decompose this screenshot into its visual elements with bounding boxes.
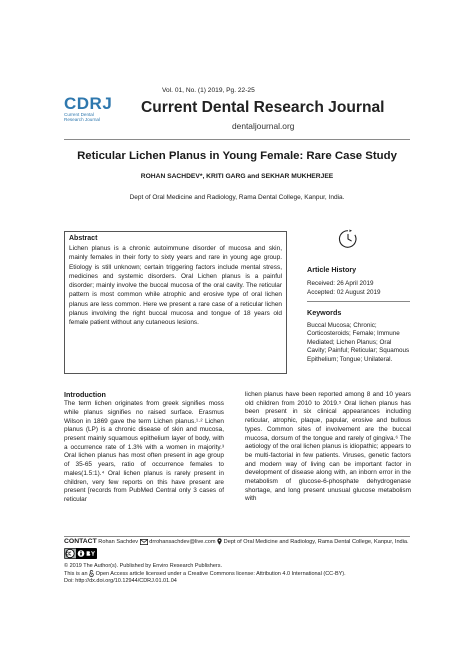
- keywords-heading: Keywords: [307, 308, 342, 317]
- body-column-right: [245, 391, 411, 504]
- introduction-heading: Introduction: [64, 390, 106, 399]
- body-column-left: [64, 391, 224, 505]
- open-access-icon: [89, 570, 94, 577]
- contact-email[interactable]: drrohansachdev@live.com: [149, 539, 216, 545]
- sidebar-divider: [307, 301, 410, 302]
- article-authors: ROHAN SACHDEV*, KRITI GARG and SEKHAR MUKHERJEE: [140, 173, 334, 180]
- copyright-line: © 2019 The Author(s). Published by Enviro Research Publishers.: [64, 563, 223, 569]
- clock-icon: [337, 228, 359, 250]
- license-pre: This is an: [64, 571, 88, 578]
- contact-address: Dept of Oral Medicine and Radiology, Rama Dental College, Kanpur, India.: [223, 539, 409, 545]
- article-history-dates: [307, 279, 381, 297]
- contact-name: Rohan Sachdev: [98, 539, 139, 545]
- journal-logo: [64, 95, 119, 123]
- journal-url[interactable]: dentaljournal.org: [232, 121, 295, 131]
- license-post: Open Access article licensed under a Creative Commons license: Attribution 4.0 International (CC-BY).: [95, 571, 346, 578]
- logo-sub-line1: Current Dental: [64, 112, 94, 117]
- volume-info: Vol. 01, No. (1) 2019, Pg. 22-25: [162, 87, 255, 94]
- contact-line: [64, 538, 424, 545]
- abstract-text: Lichen planus is a chronic autoimmune disorder of mucosa and skin, mainly females in their forty to sixty years and rare in young age group. Etiology is still unknown; certain triggering factors include mental stress, medicines and systemic disorders. Oral Lichen planus is a painful disorder; mainly involve the buccal mucosa of the oral cavity. The reticular pattern is most common while atrophic and erosive type of oral lichen planus are less common. Here we present a rare case of a reticular lichen planus involving the right buccal mucosa and tongue of 18 years old female patient without any cutaneous lesions.: [69, 245, 282, 327]
- logo-mark: CDRJ: [64, 94, 113, 113]
- license-block: [64, 563, 424, 586]
- article-affiliation: Dept of Oral Medicine and Radiology, Rama Dental College, Kanpur, India.: [129, 194, 345, 201]
- abstract-heading: Abstract: [69, 235, 98, 242]
- article-title: Reticular Lichen Planus in Young Female: Rare Case Study: [77, 150, 397, 162]
- received-date: Received: 26 April 2019: [307, 280, 374, 287]
- header-divider: [64, 139, 410, 140]
- doi-line[interactable]: Doi: http://dx.doi.org/10.12944/CDRJ.01.01.04: [64, 578, 177, 585]
- contact-label: CONTACT: [64, 538, 97, 545]
- location-pin-icon: [217, 538, 222, 545]
- logo-sub-line2: Research Journal: [64, 117, 101, 123]
- accepted-date: Accepted: 02 August 2019: [307, 289, 381, 296]
- keywords-list: Buccal Mucosa; Chronic; Corticosteroids; Female; Immune Mediated; Lichen Planus; Oral Cavity; Painful; Reticular; Squamous Epithelium; Tongue; Unilateral.: [307, 322, 410, 363]
- article-history-heading: Article History: [307, 265, 357, 274]
- cc-by-badge-icon[interactable]: [64, 548, 97, 559]
- introduction-text-right: lichen planus have been reported among 8 and 10 years old children from 2010 to 2019.⁵ Oral lichen planus has been present in six clinical appearances including reticular, atrophic, plaque, papular, erosive and bullous types. Common sites of involvement are the buccal mucosa, dorsum of the tongue and rarely of gingiva.⁶ The aetiology of the oral lichen planus is idiopathic; appears to be multi-factorial in few patients. Viruses, genetic factors and modern way of living can be important factor in development of disease along with, an inborn error in the metabolism of glucose-6-phosphate dehydrogenase shortage, and long present unusual glucose metabolism with: [245, 391, 411, 503]
- license-line: [64, 570, 424, 578]
- footer-divider: [64, 536, 410, 537]
- email-icon: [140, 539, 148, 545]
- abstract-box: [64, 231, 287, 374]
- journal-title: Current Dental Research Journal: [141, 99, 385, 116]
- introduction-text-left: The term lichen originates from greek signifies moss while planus signifies no raised surface. Erasmus Wilson in 1869 gave the term Lichen planus.¹·² Lichen planus (LP) is a chronic disease of skin and mucosa, present mainly squamous epithelium layer of body, with a occurrence rate of 1.3% with a women in majority.³ Oral lichen planus has most often present in age group of 35-65 years, ratio of occurrence females to males(1.5:1).⁴ Oral lichen planus is rarely present in children, very few reports on this have present are present [records from PubMed Central only 3 cases of reticular: [64, 400, 224, 503]
